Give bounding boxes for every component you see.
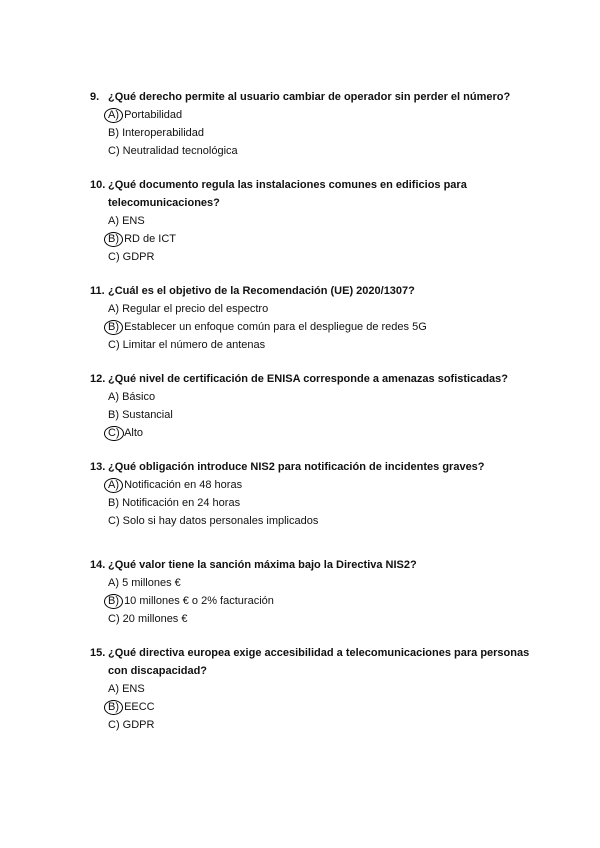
option-a[interactable] [90,212,530,230]
option-text: Notificación en 48 horas [124,479,243,491]
question-14 [90,556,530,628]
question-9 [90,88,530,160]
option-letter: A) [108,303,119,315]
option-letter: A) [108,391,119,403]
option-c[interactable] [90,424,530,442]
option-text: 10 millones € o 2% facturación [124,595,274,607]
option-text: Sustancial [122,409,173,421]
option-text: Portabilidad [124,109,183,121]
option-c[interactable] [90,248,530,266]
question-number: 13. [90,461,106,473]
question-header [90,556,530,574]
question-13 [90,458,530,530]
option-a[interactable] [90,106,530,124]
option-text: RD de ICT [124,233,177,245]
question-header [90,88,530,106]
question-header [90,458,530,476]
option-b[interactable] [90,494,530,512]
option-b[interactable] [90,318,530,336]
option-a[interactable] [90,574,530,592]
question-number: 9. [90,91,100,103]
option-b[interactable] [90,592,530,610]
question-number: 15. [90,647,106,659]
option-b[interactable] [90,406,530,424]
option-letter: C) [108,613,120,625]
question-11 [90,282,530,354]
option-text: Notificación en 24 horas [122,497,241,509]
option-text: ENS [122,683,145,695]
option-letter: B) [104,320,123,335]
option-c[interactable] [90,716,530,734]
question-text: ¿Qué obligación introduce NIS2 para notificación de incidentes graves? [108,461,485,473]
option-b[interactable] [90,698,530,716]
option-text: Alto [124,427,144,439]
question-15 [90,644,530,734]
question-number: 11. [90,285,105,297]
question-text: ¿Qué directiva europea exige accesibilidad a telecomunicaciones para personas con discapacidad? [108,647,530,677]
question-number: 14. [90,559,106,571]
option-a[interactable] [90,388,530,406]
option-letter: C) [108,251,120,263]
option-c[interactable] [90,336,530,354]
option-letter: A) [108,577,119,589]
option-text: GDPR [122,251,155,263]
option-b[interactable] [90,124,530,142]
option-text: ENS [122,215,145,227]
option-letter: A) [108,683,119,695]
question-text: ¿Qué valor tiene la sanción máxima bajo la Directiva NIS2? [108,559,417,571]
question-text: ¿Cuál es el objetivo de la Recomendación (UE) 2020/1307? [108,285,415,297]
option-text: Establecer un enfoque común para el despliegue de redes 5G [124,321,427,333]
option-a[interactable] [90,300,530,318]
option-a[interactable] [90,476,530,494]
option-text: GDPR [122,719,155,731]
option-text: Solo si hay datos personales implicados [122,515,319,527]
question-text: ¿Qué documento regula las instalaciones comunes en edificios para telecomunicaciones? [108,179,467,209]
option-text: Limitar el número de antenas [122,339,266,351]
option-text: Neutralidad tecnológica [122,145,238,157]
question-text: ¿Qué derecho permite al usuario cambiar de operador sin perder el número? [108,91,511,103]
question-header [90,176,530,212]
option-text: Interoperabilidad [122,127,205,139]
option-letter: A) [108,215,119,227]
question-10 [90,176,530,266]
option-letter: C) [108,145,120,157]
question-number: 10. [90,179,106,191]
question-number: 12. [90,373,106,385]
option-a[interactable] [90,680,530,698]
option-letter: C) [108,719,120,731]
option-letter: B) [108,409,119,421]
question-header [90,644,530,680]
option-letter: B) [104,594,123,609]
option-b[interactable] [90,230,530,248]
option-letter: C) [108,515,120,527]
option-text: Básico [122,391,156,403]
option-text: EECC [124,701,155,713]
option-text: 5 millones € [122,577,181,589]
question-12 [90,370,530,442]
option-text: Regular el precio del espectro [122,303,269,315]
option-c[interactable] [90,610,530,628]
option-letter: B) [108,127,119,139]
option-letter: B) [104,232,123,247]
question-header [90,282,530,300]
question-header [90,370,530,388]
option-letter: B) [108,497,119,509]
option-text: 20 millones € [122,613,188,625]
option-letter: C) [104,426,124,441]
option-letter: C) [108,339,120,351]
option-letter: A) [104,108,123,123]
question-text: ¿Qué nivel de certificación de ENISA corresponde a amenazas sofisticadas? [108,373,509,385]
option-c[interactable] [90,512,530,530]
option-letter: B) [104,700,123,715]
option-letter: A) [104,478,123,493]
option-c[interactable] [90,142,530,160]
